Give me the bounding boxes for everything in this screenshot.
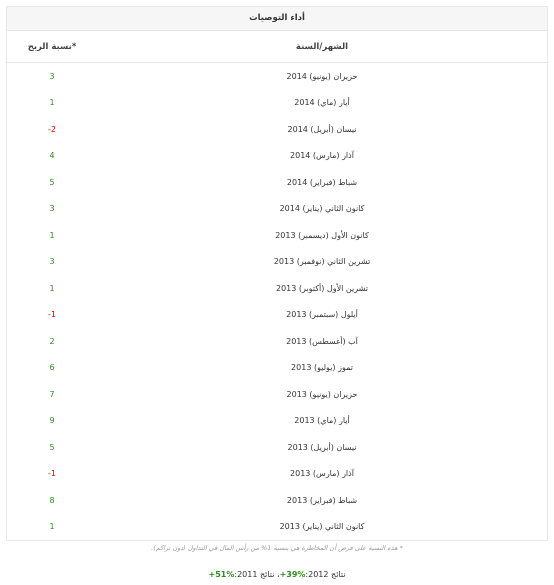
row-month: نيسان (أبريل) 2014 (287, 124, 357, 134)
summary-separator: ، (274, 570, 280, 579)
table-row (7, 63, 547, 90)
table-row (7, 328, 547, 355)
summary-value-2011: +51% (208, 570, 235, 579)
summary-label-2012: نتائج 2012: (305, 570, 346, 579)
header-month: الشهر/السنة (295, 41, 349, 52)
row-month: آذار (مارس) 2014 (290, 151, 354, 161)
table-row (7, 514, 547, 541)
table-row (7, 222, 547, 249)
row-month: آب (أغسطس) 2013 (286, 336, 358, 346)
footnote: * هذه النسبة على فرض أن المخاطرة هي بنسبة 1% من رأس المال في التداول (دون تراكم). (151, 544, 403, 552)
table-row (7, 169, 547, 196)
table-header (7, 31, 547, 63)
table-row (7, 116, 547, 143)
row-month: تموز (يوليو) 2013 (291, 363, 353, 373)
row-month: تشرين الأول (أكتوبر) 2013 (275, 283, 368, 293)
summary-value-2012: +39% (279, 570, 306, 579)
row-profit: 1 (49, 522, 55, 532)
row-month: حزيران (يونيو) 2013 (286, 389, 358, 399)
row-month: حزيران (يونيو) 2014 (286, 71, 358, 81)
row-month: نيسان (أبريل) 2013 (287, 442, 357, 452)
row-profit: 5 (49, 442, 55, 452)
row-profit: -1 (48, 310, 56, 320)
table-body (7, 63, 547, 540)
table-row (7, 302, 547, 329)
table-row (7, 408, 547, 435)
table-row (7, 196, 547, 223)
row-profit: 8 (49, 495, 55, 505)
table-row (7, 275, 547, 302)
table-row (7, 90, 547, 117)
row-profit: -2 (48, 124, 56, 134)
yearly-summary (0, 570, 554, 579)
row-profit: 7 (49, 389, 55, 399)
table-row (7, 143, 547, 170)
row-profit: 3 (49, 257, 55, 267)
row-profit: 1 (49, 230, 55, 240)
row-month: كانون الثاني (يناير) 2014 (279, 204, 365, 214)
row-profit: 3 (49, 71, 55, 81)
row-month: أيار (ماي) 2013 (294, 416, 350, 426)
row-profit: 9 (49, 416, 55, 426)
row-month: شباط (فبراير) 2014 (286, 177, 358, 187)
row-profit: 4 (49, 151, 55, 161)
recommendations-table (6, 6, 548, 541)
table-row (7, 249, 547, 276)
table-title: أداء التوصيات (7, 7, 547, 31)
summary-label-2011: نتائج 2011: (234, 570, 275, 579)
row-month: كانون الأول (ديسمبر) 2013 (275, 230, 369, 240)
row-profit: 3 (49, 204, 55, 214)
row-profit: 6 (49, 363, 55, 373)
table-row (7, 487, 547, 514)
row-month: كانون الثاني (يناير) 2013 (279, 522, 365, 532)
row-month: أيار (ماي) 2014 (294, 98, 350, 108)
row-month: شباط (فبراير) 2013 (286, 495, 358, 505)
row-month: أيلول (سبتمبر) 2013 (286, 310, 358, 320)
row-profit: 1 (49, 283, 55, 293)
table-row (7, 461, 547, 488)
row-profit: 5 (49, 177, 55, 187)
table-row (7, 381, 547, 408)
table-row (7, 355, 547, 382)
row-month: تشرين الثاني (نوفمبر) 2013 (273, 257, 371, 267)
row-profit: 1 (49, 98, 55, 108)
header-profit: نسبة الربح* (27, 41, 77, 52)
table-row (7, 434, 547, 461)
row-profit: 2 (49, 336, 55, 346)
row-profit: -1 (48, 469, 56, 479)
row-month: آذار (مارس) 2013 (290, 469, 354, 479)
